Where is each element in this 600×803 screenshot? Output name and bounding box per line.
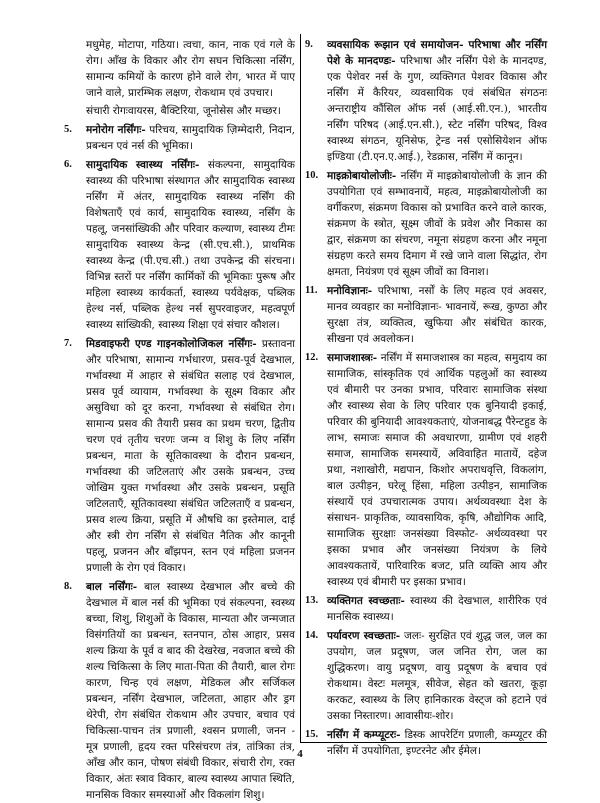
right-column (305, 37, 548, 757)
communicable-diseases-line: संचारी रोगःवायरस, बैक्टिरिया, जूनोसेस और मच्छर। (86, 105, 281, 117)
syllabus-item-13 (305, 593, 547, 625)
syllabus-item-12 (305, 350, 547, 590)
item-number: 8. (64, 581, 72, 592)
syllabus-item-9 (305, 37, 547, 165)
item-text: बाल स्वास्थ्य देखभाल और बच्चे की देखभाल में बाल नर्स की भूमिका एवं संकल्पना, स्वस्थ्य बच्चा, शिशु, शिशुओं के विकास, मान्यता और जन्मजात विसंगतियों का प्रबन्धन, स्तनपान, ठोस आहार, प्रसव शल्य क्रिया के पूर्व व बाद की देखरेख, नवजात बच्चे की शल्य चिकित्सा के लिए माता-पिता की तैयारी, बाल रोगः कारण, चिन्ह एवं लक्षण, मेडिकल और सर्जिकल प्रबन्धन, नर्सिंग देखभाल, जटिलता, आहार और ड्रग थेरेपी, रोग संबंधित रोकथाम और उपचार, बचाव एवं चिकित्सा-पाचन तंत्र प्रणाली, श्वसन प्रणाली, जनन - मूत्र प्रणाली, हृदय रक्त परिसंचरण तंत्र, तांत्रिका तंत्र, आँख और कान, पोषण संबंधी विकार, संचारी रोग, रक्त विकार, अंतः स्त्राव विकार, बाल्य स्वास्थ्य आपात स्थिति, मानसिक विकार समस्याओं और विकलांग शिशु। (86, 581, 296, 801)
item-body (327, 283, 547, 347)
item-number: 13. (305, 595, 319, 606)
item-body (327, 628, 547, 724)
item-text: परिभाषा, नर्सों के लिए महत्व एवं अवसर, मानव व्यवहार का मनोविज्ञानः- भावनायें, रूख, कुण्ठा और सुरक्षा तंत्र, व्यक्तित्व, खुफिया और संबंधित कारक, सीखना एवं अवलोकन। (327, 285, 547, 345)
item-number: 12. (305, 352, 319, 363)
syllabus-item-8 (64, 579, 295, 803)
syllabus-item-14 (305, 628, 547, 724)
item-text: स्वास्थ्य की देखभाल, शारीरिक एवं मानसिक स्वास्थ्य। (327, 595, 547, 623)
column-divider (300, 34, 301, 742)
bottom-rule (300, 742, 547, 743)
item-title: पर्यावरण स्वच्छताः- (327, 630, 401, 642)
item-title: समाजशास्त्रः- (327, 352, 378, 364)
item-number: 5. (64, 124, 72, 135)
item-title: मनोविज्ञानः- (327, 285, 373, 297)
item-text: डिस्क आपरेटिंग प्रणाली, कम्प्यूटर की नर्सिंग में उपयोगिता, इण्टरनेट और ईमेल। (327, 729, 547, 757)
item-body (86, 122, 295, 154)
item-body (86, 336, 295, 576)
syllabus-item-7 (64, 336, 295, 576)
item-title: सामुदायिक स्वास्थ्य नर्सिंगः- (86, 159, 200, 171)
page-number: 4 (297, 748, 303, 760)
item-title: माइक्रोबायोलोजीः- (327, 170, 397, 182)
item-text: परिचय, सामुदायिक ज़िम्मेदारी, निदान, प्रबन्धन एवं नर्स की भूमिका। (86, 124, 295, 152)
item-title: नर्सिंग में कम्प्यूटरः- (327, 729, 401, 741)
syllabus-item-11 (305, 283, 547, 347)
item-text: परिभाषा और नर्सिंग पेशे के मानदण्ड, एक पेशेवर नर्स के गुण, व्यक्तिगत पेशवर विकास और नर्सिंग में कैरियर, व्यवसायिक एवं संबंधित संगठनः अन्तराष्ट्रीय कौंसिल ऑफ नर्स (आई.सी.एन.), भारतीय नर्सिंग परिषद (आई.एन.सी.), स्टेट नर्सिंग परिषद, विश्व स्वास्थ्य संगठन, यूनिसेफ, ट्रेन्ड नर्स एसोसियेशन ऑफ इण्डिया (टी.एन.ए.आई.), रेडक्रास, नर्सिंग में कानून। (327, 55, 547, 163)
item-body (327, 168, 547, 280)
item-title: मिडवाइफरी एण्ड गाइनकोलोजिकल नर्सिंगः- (86, 338, 257, 350)
item-text: प्रस्तावना और परिभाषा, सामान्य गर्भधारण, प्रसव-पूर्व देखभाल, गर्भावस्था में आहार से संबंधित सलाह एवं देखभाल, प्रसव पूर्व व्यायाम, गर्भावस्था के सूक्ष्म विकार और असुविधा को दूर करना, गर्भावस्था से संबंधित रोग। सामान्य प्रसव की तैयारी प्रसव का प्रथम चरण, द्वितीय चरण एवं तृतीय चरणः जन्म व शिशु के लिए नर्सिंग प्रबन्धन, माता के सूतिकावस्था के दौरान प्रबन्धन, गर्भावस्था की जटिलताएं और उसके प्रबन्धन, उच्च जोखिम युक्त गर्भावस्था और उसके प्रबन्धन, प्रसूति जटिलताएँ, सूतिकावस्था संबंधित जटिलताएँ व प्रबन्धन, प्रसव शल्य क्रिया, प्रसूति में औषधि का इस्तेमाल, दाई और स्त्री रोग नर्सिंग से संबंधित नैतिक और कानूनी पहलू, प्रजनन और बाँझपन, स्तन एवं महिला प्रजनन प्रणाली के रोग एवं विकार। (86, 338, 296, 574)
item-body (327, 350, 547, 590)
item-number: 7. (64, 338, 72, 349)
intro-continuation (64, 37, 295, 119)
syllabus-item-5 (64, 122, 295, 154)
item-text: नर्सिंग में माइक्रोबायोलोजी के ज्ञान की उपयोगिता एवं सम्भावनायें, महत्व, माइक्रोबायोलोजी का वर्गीकरण, संक्रमण विकास को प्रभावित करने वाले कारक, संक्रमण के स्त्रोत, सूक्ष्म जीवों के प्रवेश और निकास का द्वार, संक्रमण का संचरण, नमूना संग्रहण करना और नमूना संग्रहण करते समय दिमाग में रखे जाने वाला सिद्धांत, रोग क्षमता, नियंत्रण एवं सूक्ष्म जीवों का विनाश। (327, 170, 547, 278)
item-body (86, 157, 295, 333)
item-number: 11. (305, 285, 318, 296)
item-title: बाल नर्सिंगः- (86, 581, 138, 593)
item-text: जलः- सुरक्षित एवं शुद्ध जल, जल का उपयोग, जल प्रदूषण, जल जनित रोग, जल का शुद्धिकरण। वायु प्रदूषण, वायु प्रदूषण के बचाव एवं रोकथाम। वेस्टः मलमूत्र, सीवेज, सेहत को खतरा, कूड़ा करकट, स्वास्थ्य के लिए हानिकारक वेस्ट्ज को हटाने एवं उसका निस्तारण। आवासीयः-शोर। (327, 630, 548, 722)
item-title: मनोरोग नर्सिंगः- (86, 124, 146, 136)
item-text: संकल्पना, सामुदायिक स्वास्थ्य की परिभाषा संस्थागत और सामुदायिक स्वास्थ्य नर्सिंग में अंतर, सामुदायिक स्वास्थ्य नर्सिंग की विशेषताएँ एवं कार्य, सामुदायिक स्वास्थ्य, नर्सिंग के पहलू, जनसांख्यिकी और परिवार कल्याण, स्वास्थ्य टीमः सामुदायिक स्वास्थ्य केन्द्र (सी.एच.सी.), प्राथमिक स्वास्थ्य केन्द्र (पी.एच.सी.) तथा उपकेन्द्र की संरचना। विभिन्न स्तरों पर नर्सिंग कार्मिकों की भूमिकाः पुरूष और महिला स्वास्थ्य कार्यकर्ता, स्वास्थ्य पर्यवेक्षक, पब्लिक हेल्थ नर्स, पब्लिक हेल्थ नर्स सुपरवाइजर, महत्वपूर्ण स्वास्थ्य सांख्यिकी, स्वास्थ्य शिक्षा एवं संचार कौशल। (86, 159, 295, 331)
item-title: व्यवसायिक रूझान एवं समायोजन- परिभाषा और नर्सिंग पेशे के मानदण्डः- (327, 39, 547, 67)
item-body (327, 593, 547, 625)
intro-paragraph: मधुमेह, मोटापा, गठिया। त्वचा, कान, नाक एवं गले के रोग। आँख के विकार और रोग सघन चिकित्सा नर्सिंग, सामान्य कमियों के कारण होने वाले रोग, भारत में पाए जाने वाले, प्रारम्भिक लक्षण, रोकथाम एवं उपचार। (86, 39, 295, 99)
item-number: 14. (305, 630, 319, 641)
item-body (86, 579, 295, 803)
left-column (64, 37, 296, 801)
item-body (327, 37, 547, 165)
syllabus-item-10 (305, 168, 547, 280)
item-number: 10. (305, 170, 319, 181)
item-text: नर्सिंग में समाजशास्त्र का महत्व, समुदाय का सामाजिक, सांस्कृतिक एवं आर्थिक पहलुओं का स्वास्थ्य एवं बीमारी पर उनका प्रभाव, परिवारः सामाजिक संस्था और स्वास्थ्य सेवा के लिए परिवार एक बुनियादी इकाई, परिवार की बुनियादी आवश्यकताएं, योजनाबद्ध पैरेन्टहुड के लाभ, समाजः समाज की अवधारणा, ग्रामीण एवं शहरी समाज, सामाजिक समस्यायें, अविवाहित मातायें, दहेज प्रथा, नशाखोरी, मद्यपान, किशोर अपराधवृत्ति, विकलांग, बाल उत्पीड़न, घरेलू हिंसा, महिला उत्पीड़न, सामाजिक संस्थायें एवं उपचारात्मक उपाय। अर्थव्यवस्थाः देश के संसाधन- प्राकृतिक, व्यावसायिक, कृषि, औद्योगिक आदि, सामाजिक सुरक्षाः जनसंख्या विस्फोट- अर्थव्यवस्था पर इसका प्रभाव और जनसंख्या नियंत्रण के लिये आवश्यकतायें, पारिवारिक बजट, प्रति व्यक्ति आय और स्वास्थ्य एवं बीमारी पर इसका प्रभाव। (327, 352, 547, 588)
item-number: 9. (305, 39, 313, 50)
item-number: 6. (64, 159, 72, 170)
item-number: 15. (305, 729, 319, 740)
syllabus-item-6 (64, 157, 295, 333)
item-title: व्यक्तिगत स्वच्छताः- (327, 595, 405, 607)
